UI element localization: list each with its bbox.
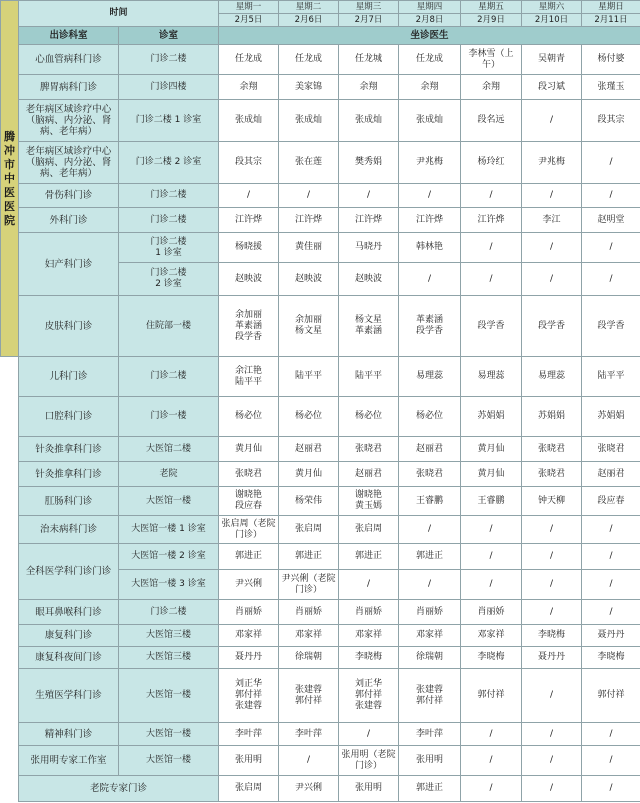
doctor-cell: / [461, 570, 522, 600]
doctor-cell: / [522, 746, 582, 776]
weekday-header: 星期日 [582, 1, 640, 14]
table-row [1, 776, 640, 802]
doctor-cell: 肖丽娇 [279, 600, 339, 625]
doctor-cell: / [461, 746, 522, 776]
doctor-cell: 李叶萍 [279, 723, 339, 746]
doctor-cell: 赵丽君 [399, 437, 461, 462]
doctor-cell: 杨玲红 [461, 142, 522, 184]
table-row [1, 208, 640, 233]
doctor-cell: 郭进正 [399, 776, 461, 802]
doctor-cell: 李江 [522, 208, 582, 233]
doctor-cell: 陆平平 [582, 357, 640, 397]
doctor-cell: / [582, 746, 640, 776]
doctor-cell: 革素涵 段学香 [399, 296, 461, 357]
doctor-cell: / [522, 233, 582, 263]
doctor-cell: 段学香 [582, 296, 640, 357]
doctor-cell: 邓家祥 [399, 625, 461, 647]
doctor-cell: 陆平平 [339, 357, 399, 397]
table-row [1, 397, 640, 437]
doctor-cell: 赵丽君 [582, 462, 640, 487]
blank-margin [1, 462, 19, 487]
doctor-cell: / [461, 723, 522, 746]
doctor-cell: 邓家祥 [339, 625, 399, 647]
table-row [1, 296, 640, 357]
doctor-cell: 张用明 [339, 776, 399, 802]
doctor-cell: 江许烨 [339, 208, 399, 233]
clinic-room: 大医馆一楼 [119, 723, 219, 746]
doctor-cell: / [582, 600, 640, 625]
doctor-cell: 张成灿 [219, 100, 279, 142]
clinic-room: 门诊四楼 [119, 75, 219, 100]
clinic-room: 大医馆三楼 [119, 625, 219, 647]
table-row [1, 184, 640, 208]
doctor-cell: 余翔 [399, 75, 461, 100]
doctor-cell: 聂丹丹 [582, 625, 640, 647]
clinic-room: 门诊二楼 [119, 45, 219, 75]
doctor-cell: / [461, 544, 522, 570]
doctor-cell: 张晓君 [522, 462, 582, 487]
doctor-cell: 苏娟娟 [522, 397, 582, 437]
doctor-cell: 李叶萍 [219, 723, 279, 746]
doctor-cell: 赵丽君 [339, 462, 399, 487]
doctor-cell: 段应春 [582, 487, 640, 516]
doctor-cell: 张启周 [219, 776, 279, 802]
doctor-cell: 黄月仙 [219, 437, 279, 462]
doctor-cell: 赵映波 [279, 263, 339, 296]
department-name: 针灸推拿科门诊 [19, 437, 119, 462]
doctor-cell: 肖丽娇 [339, 600, 399, 625]
doctor-cell: 吴朝青 [522, 45, 582, 75]
doctor-cell: / [582, 516, 640, 544]
doctor-cell: 易理蕊 [399, 357, 461, 397]
room-header: 诊室 [119, 27, 219, 45]
doctor-cell: 邓家祥 [279, 625, 339, 647]
doctor-cell: / [461, 184, 522, 208]
weekday-header: 星期三 [339, 1, 399, 14]
doctor-cell: 苏娟娟 [461, 397, 522, 437]
blank-margin [1, 397, 19, 437]
department-name: 儿科门诊 [19, 357, 119, 397]
doctor-cell: 尹兴俐 [219, 570, 279, 600]
doctor-cell: 李晓梅 [461, 647, 522, 669]
doctor-cell: / [522, 570, 582, 600]
doctor-cell: 易理蕊 [522, 357, 582, 397]
doctor-cell: 张晓君 [339, 437, 399, 462]
doctor-cell: 杨付婆 [582, 45, 640, 75]
doctor-cell: / [399, 184, 461, 208]
blank-margin [1, 746, 19, 776]
doctor-cell: 任龙成 [219, 45, 279, 75]
clinic-room: 大医馆一楼 [119, 487, 219, 516]
table-row [1, 233, 640, 263]
doctor-cell: 美家锦 [279, 75, 339, 100]
doctor-cell: 王睿鹏 [399, 487, 461, 516]
doctor-cell: 杨荣伟 [279, 487, 339, 516]
department-name: 老年病区域诊疗中心（脑病、内分泌、肾病、老年病） [19, 100, 119, 142]
table-row [1, 625, 640, 647]
department-name: 眼耳鼻喉科门诊 [19, 600, 119, 625]
doctor-cell: 张启周 [339, 516, 399, 544]
doctor-cell: 徐瑞朝 [279, 647, 339, 669]
department-name: 精神科门诊 [19, 723, 119, 746]
doctor-cell: 余江艳 陆平平 [219, 357, 279, 397]
doctor-cell: / [582, 570, 640, 600]
doctor-cell: 张建蓉 郭付祥 [399, 669, 461, 723]
blank-margin [1, 723, 19, 746]
doctor-cell: 任龙成 [279, 45, 339, 75]
department-name: 张用明专家工作室 [19, 746, 119, 776]
weekday-header: 星期二 [279, 1, 339, 14]
doctor-cell: 黄月仙 [461, 437, 522, 462]
department-name: 全科医学科门诊门诊 [19, 544, 119, 600]
date-header: 2月8日 [399, 14, 461, 27]
date-header: 2月9日 [461, 14, 522, 27]
clinic-room: 门诊二楼 [119, 600, 219, 625]
doctor-cell: / [582, 776, 640, 802]
blank-margin [1, 437, 19, 462]
doctor-cell: 黄佳丽 [279, 233, 339, 263]
doctor-cell: 段其宗 [219, 142, 279, 184]
doctor-cell: 谢晓艳 段应春 [219, 487, 279, 516]
doctor-cell: 邓家祥 [461, 625, 522, 647]
hospital-name: 腾冲市中医医院 [1, 1, 19, 357]
clinic-room: 大医馆一楼 [119, 746, 219, 776]
doctor-cell: 谢晓艳 黄玉嫣 [339, 487, 399, 516]
doctor-cell: 张晓君 [399, 462, 461, 487]
doctor-cell: 张用明（老院门诊） [339, 746, 399, 776]
doctor-cell: / [522, 184, 582, 208]
table-row [1, 437, 640, 462]
doctor-cell: 李叶萍 [399, 723, 461, 746]
table-row [1, 669, 640, 723]
doctor-cell: 韩林艳 [399, 233, 461, 263]
doctor-cell: 杨晓援 [219, 233, 279, 263]
department-name: 骨伤科门诊 [19, 184, 119, 208]
department-header: 出诊科室 [19, 27, 119, 45]
department-name: 老年病区域诊疗中心（脑病、内分泌、肾病、老年病） [19, 142, 119, 184]
doctor-cell: / [582, 544, 640, 570]
doctor-cell: / [522, 544, 582, 570]
clinic-room: 门诊二楼 2 诊室 [119, 142, 219, 184]
doctor-cell: 郭进正 [279, 544, 339, 570]
doctor-cell: 余翔 [339, 75, 399, 100]
doctor-cell: 尹兆梅 [399, 142, 461, 184]
doctor-cell: 郭进正 [399, 544, 461, 570]
doctor-cell: 陆平平 [279, 357, 339, 397]
doctor-cell: 余翔 [219, 75, 279, 100]
table-row [1, 516, 640, 544]
doctor-cell: 杨必位 [399, 397, 461, 437]
clinic-room: 大医馆一楼 1 诊室 [119, 516, 219, 544]
doctor-cell: 张建蓉 郭付祥 [279, 669, 339, 723]
doctor-cell: 郭进正 [339, 544, 399, 570]
clinic-room: 住院部一楼 [119, 296, 219, 357]
doctor-cell: / [461, 263, 522, 296]
department-name: 生殖医学科门诊 [19, 669, 119, 723]
doctor-cell: 段其宗 [582, 100, 640, 142]
doctor-cell: 段学香 [461, 296, 522, 357]
doctor-cell: / [582, 233, 640, 263]
doctor-cell: 邓家祥 [219, 625, 279, 647]
doctor-cell: 段习斌 [522, 75, 582, 100]
doctor-cell: / [522, 600, 582, 625]
doctor-cell: 李林雪（上午） [461, 45, 522, 75]
department-name: 妇产科门诊 [19, 233, 119, 296]
department-name: 外科门诊 [19, 208, 119, 233]
table-row [1, 142, 640, 184]
date-header: 2月11日 [582, 14, 640, 27]
doctor-cell: 聂丹丹 [219, 647, 279, 669]
doctor-cell: 聂丹丹 [522, 647, 582, 669]
clinic-room: 门诊二楼 2 诊室 [119, 263, 219, 296]
clinic-room: 大医馆一楼 2 诊室 [119, 544, 219, 570]
doctor-cell: / [219, 184, 279, 208]
doctor-cell: / [399, 570, 461, 600]
doctor-cell: 刘正华 郭付祥 张建蓉 [219, 669, 279, 723]
blank-margin [1, 487, 19, 516]
doctor-cell: 张成灿 [339, 100, 399, 142]
table-row [1, 357, 640, 397]
doctor-cell: 余翔 [461, 75, 522, 100]
department-name: 治未病科门诊 [19, 516, 119, 544]
clinic-room: 门诊二楼 [119, 208, 219, 233]
doctor-cell: / [582, 142, 640, 184]
doctor-cell: 黄月仙 [461, 462, 522, 487]
doctor-cell: 张成灿 [399, 100, 461, 142]
table-row [1, 45, 640, 75]
doctor-cell: / [522, 776, 582, 802]
table-row [1, 647, 640, 669]
doctor-cell: / [279, 746, 339, 776]
weekday-header: 星期四 [399, 1, 461, 14]
clinic-room: 门诊二楼 1 诊室 [119, 233, 219, 263]
doctor-cell: 杨必位 [279, 397, 339, 437]
department-name: 康复科夜间门诊 [19, 647, 119, 669]
doctor-cell: 肖丽娇 [461, 600, 522, 625]
blank-margin [1, 625, 19, 647]
weekday-header: 星期五 [461, 1, 522, 14]
doctor-cell: 任龙城 [339, 45, 399, 75]
department-name: 康复科门诊 [19, 625, 119, 647]
doctor-cell: / [279, 184, 339, 208]
doctor-cell: / [339, 184, 399, 208]
doctor-cell: 江许烨 [461, 208, 522, 233]
doctor-cell: 张晓君 [219, 462, 279, 487]
doctor-cell: / [461, 516, 522, 544]
doctor-cell: 张启周（老院门诊） [219, 516, 279, 544]
doctor-cell: 任龙成 [399, 45, 461, 75]
doctor-cell: / [399, 263, 461, 296]
doctor-cell: 赵丽君 [279, 437, 339, 462]
doctor-cell: 黄月仙 [279, 462, 339, 487]
doctor-cell: 赵明堂 [582, 208, 640, 233]
doctor-cell: 李晓梅 [582, 647, 640, 669]
doctor-cell: 尹兴俐（老院门诊） [279, 570, 339, 600]
clinic-room: 门诊一楼 [119, 397, 219, 437]
date-header: 2月10日 [522, 14, 582, 27]
doctor-cell: / [582, 723, 640, 746]
doctor-cell: / [399, 516, 461, 544]
date-header: 2月7日 [339, 14, 399, 27]
doctor-cell: 肖丽娇 [219, 600, 279, 625]
blank-margin [1, 544, 19, 600]
doctor-cell: 肖丽娇 [399, 600, 461, 625]
doctor-cell: 杨必位 [219, 397, 279, 437]
weekday-header: 星期一 [219, 1, 279, 14]
department-name: 皮肤科门诊 [19, 296, 119, 357]
blank-margin [1, 600, 19, 625]
doctor-cell: / [522, 100, 582, 142]
doctor-cell: 苏娟娟 [582, 397, 640, 437]
clinic-room: 门诊二楼 [119, 357, 219, 397]
doctor-cell: 张启周 [279, 516, 339, 544]
date-header: 2月6日 [279, 14, 339, 27]
doctor-cell: 张在莲 [279, 142, 339, 184]
doctor-cell: 郭进正 [219, 544, 279, 570]
doctor-cell: 余加丽 杨文星 [279, 296, 339, 357]
blank-margin [1, 516, 19, 544]
doctor-cell: 郭付祥 [582, 669, 640, 723]
clinic-room: 大医馆一楼 3 诊室 [119, 570, 219, 600]
doctor-cell: 郭付祥 [461, 669, 522, 723]
clinic-room: 大医馆三楼 [119, 647, 219, 669]
doctor-cell: 李晓梅 [339, 647, 399, 669]
doctor-cell: / [522, 723, 582, 746]
date-header: 2月5日 [219, 14, 279, 27]
table-row [1, 75, 640, 100]
doctor-cell: 余加丽 革素涵 段学香 [219, 296, 279, 357]
doctor-cell: 江许烨 [399, 208, 461, 233]
doctor-cell: 易理蕊 [461, 357, 522, 397]
doctor-cell: 张晓君 [522, 437, 582, 462]
doctor-cell: / [582, 263, 640, 296]
doctor-cell: / [582, 184, 640, 208]
clinic-room: 大医馆一楼 [119, 669, 219, 723]
doctor-cell: / [522, 263, 582, 296]
department-name: 老院专家门诊 [19, 776, 219, 802]
doctor-cell: 樊秀娟 [339, 142, 399, 184]
table-row [1, 487, 640, 516]
doctor-cell: 江许烨 [219, 208, 279, 233]
clinic-room: 大医馆二楼 [119, 437, 219, 462]
time-header: 时间 [19, 1, 219, 27]
doctor-cell: 王睿鹏 [461, 487, 522, 516]
doctor-cell: / [461, 776, 522, 802]
table-row [1, 746, 640, 776]
doctor-cell: 杨文星 革素涵 [339, 296, 399, 357]
table-row [1, 600, 640, 625]
clinic-room: 门诊二楼 1 诊室 [119, 100, 219, 142]
doctor-cell: / [339, 723, 399, 746]
doctor-cell: 杨必位 [339, 397, 399, 437]
doctor-cell: 赵映波 [219, 263, 279, 296]
department-name: 口腔科门诊 [19, 397, 119, 437]
doctor-cell: 张成灿 [279, 100, 339, 142]
doctor-cell: 段名远 [461, 100, 522, 142]
doctor-cell: 张用明 [399, 746, 461, 776]
blank-margin [1, 647, 19, 669]
table-row [1, 723, 640, 746]
department-name: 针灸推拿科门诊 [19, 462, 119, 487]
weekday-header: 星期六 [522, 1, 582, 14]
doctor-cell: 江许烨 [279, 208, 339, 233]
table-row [1, 462, 640, 487]
doctor-cell: 马晓丹 [339, 233, 399, 263]
clinic-room: 门诊二楼 [119, 184, 219, 208]
doctor-cell: 李晓梅 [522, 625, 582, 647]
blank-margin [1, 776, 19, 802]
department-name: 肛肠科门诊 [19, 487, 119, 516]
doctor-cell: 刘正华 郭付祥 张建蓉 [339, 669, 399, 723]
doctor-header: 坐诊医生 [219, 27, 640, 45]
doctor-cell: 尹兆梅 [522, 142, 582, 184]
department-name: 心血管病科门诊 [19, 45, 119, 75]
table-row [1, 544, 640, 570]
doctor-cell: 张用明 [219, 746, 279, 776]
doctor-cell: 钟天柳 [522, 487, 582, 516]
doctor-cell: 段学香 [522, 296, 582, 357]
doctor-cell: 赵映波 [339, 263, 399, 296]
doctor-cell: 徐瑞朝 [399, 647, 461, 669]
doctor-cell: / [461, 233, 522, 263]
table-row [1, 100, 640, 142]
doctor-cell: 张晓君 [582, 437, 640, 462]
doctor-cell: / [339, 570, 399, 600]
doctor-cell: / [522, 516, 582, 544]
doctor-cell: / [522, 669, 582, 723]
department-name: 脾胃病科门诊 [19, 75, 119, 100]
doctor-cell: 张瑾玉 [582, 75, 640, 100]
clinic-room: 老院 [119, 462, 219, 487]
doctor-cell: 尹兴俐 [279, 776, 339, 802]
blank-margin [1, 357, 19, 397]
blank-margin [1, 669, 19, 723]
